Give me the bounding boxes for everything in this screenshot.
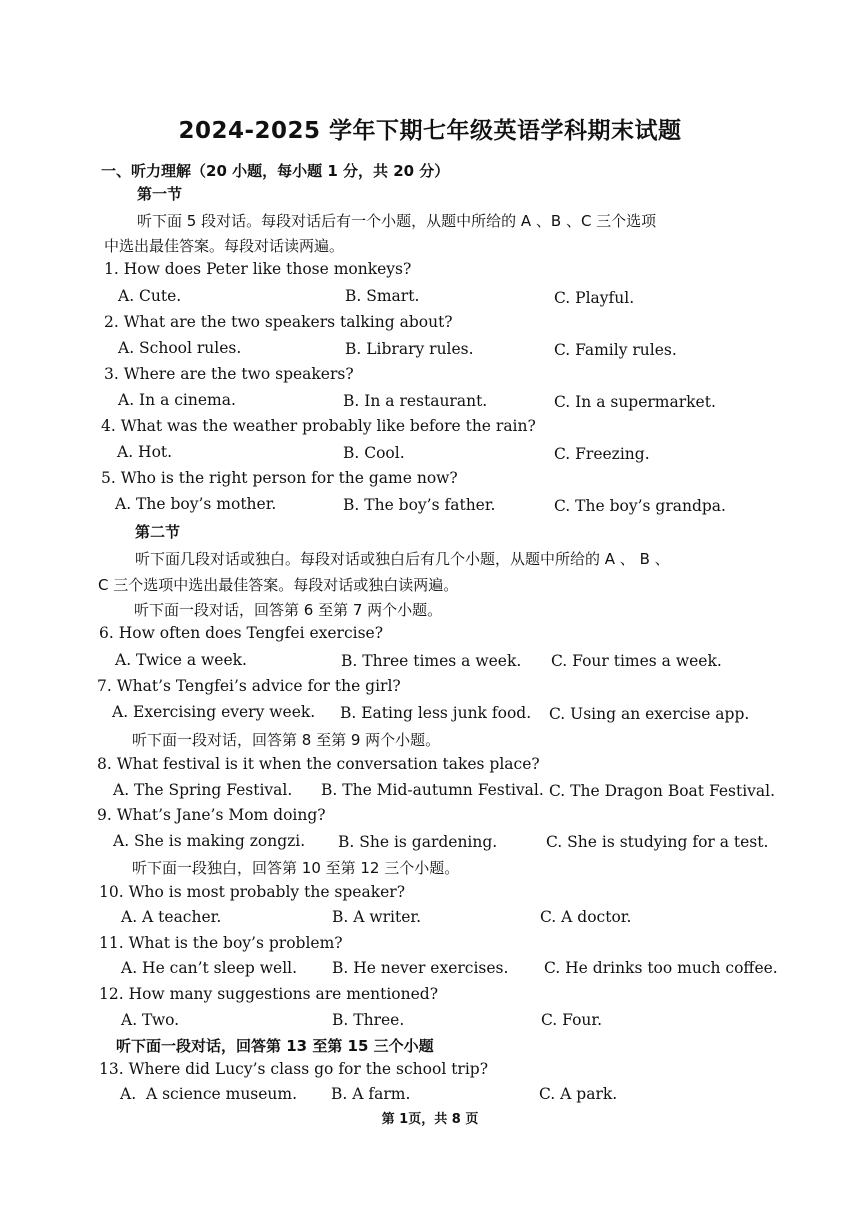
answer-option: A. Hot.	[117, 443, 173, 461]
question-text: 3. Where are the two speakers?	[104, 365, 354, 383]
answer-option: C. The boy’s grandpa.	[554, 497, 726, 515]
page-footer: 第 1页，共 8 页	[381, 1112, 479, 1127]
instruction-text: C 三个选项中选出最佳答案。每段对话或独白读两遍。	[98, 576, 459, 594]
answer-option: C. Four.	[541, 1011, 603, 1029]
instruction-text: 中选出最佳答案。每段对话读两遍。	[104, 237, 345, 255]
answer-option: B. Library rules.	[345, 340, 474, 358]
answer-option: B. A farm.	[331, 1085, 411, 1103]
question-text: 7. What’s Tengfei’s advice for the girl?	[97, 677, 401, 695]
answer-option: C. Four times a week.	[551, 652, 722, 670]
answer-option: B. Three times a week.	[341, 652, 522, 670]
listening-note: 听下面一段独白，回答第 10 至第 12 三个小题。	[132, 859, 460, 877]
answer-option: C. In a supermarket.	[554, 393, 716, 411]
exam-title: 2024-2025 学年下期七年级英语学科期末试题	[178, 118, 682, 144]
question-text: 12. How many suggestions are mentioned?	[99, 985, 439, 1003]
answer-option: A. Twice a week.	[115, 651, 247, 669]
answer-option: C. She is studying for a test.	[546, 833, 769, 851]
answer-option: B. Cool.	[343, 444, 405, 462]
answer-option: C. He drinks too much coffee.	[544, 959, 778, 977]
answer-option: C. The Dragon Boat Festival.	[549, 782, 776, 800]
answer-option: B. Three.	[332, 1011, 405, 1029]
question-text: 9. What’s Jane’s Mom doing?	[97, 806, 326, 824]
section-label: 第二节	[135, 523, 181, 541]
answer-option: B. Smart.	[345, 287, 420, 305]
part-heading: 一、听力理解（20 小题，每小题 1 分，共 20 分）	[101, 162, 450, 180]
question-text: 11. What is the boy’s problem?	[99, 934, 343, 952]
answer-option: B. He never exercises.	[332, 959, 509, 977]
answer-option: B. The boy’s father.	[343, 496, 496, 514]
answer-option: A. He can’t sleep well.	[121, 959, 298, 977]
instruction-text: 听下面 5 段对话。每段对话后有一个小题，从题中所给的 A 、B 、C 三个选项	[137, 212, 657, 230]
question-text: 6. How often does Tengfei exercise?	[99, 624, 384, 642]
question-text: 8. What festival is it when the conversation takes place?	[97, 755, 540, 773]
answer-option: C. Freezing.	[554, 445, 650, 463]
answer-option: A. Two.	[121, 1011, 180, 1029]
question-text: 13. Where did Lucy’s class go for the school trip?	[99, 1060, 489, 1078]
answer-option: B. The Mid-autumn Festival.	[321, 781, 544, 799]
section-label: 第一节	[137, 185, 183, 203]
question-text: 1. How does Peter like those monkeys?	[104, 260, 412, 278]
answer-option: A. A teacher.	[121, 908, 222, 926]
question-text: 5. Who is the right person for the game now?	[101, 469, 458, 487]
answer-option: A. The boy’s mother.	[115, 495, 277, 513]
instruction-text: 听下面几段对话或独白。每段对话或独白后有几个小题，从题中所给的 A 、 B 、	[135, 550, 670, 568]
answer-option: B. In a restaurant.	[343, 392, 488, 410]
answer-option: C. A park.	[539, 1085, 618, 1103]
answer-option: A. She is making zongzi.	[113, 832, 306, 850]
answer-option: A. In a cinema.	[118, 391, 236, 409]
answer-option: B. She is gardening.	[338, 833, 498, 851]
answer-option: A. The Spring Festival.	[113, 781, 293, 799]
answer-option: C. A doctor.	[540, 908, 632, 926]
answer-option: A. School rules.	[118, 339, 242, 357]
answer-option: B. Eating less junk food.	[340, 704, 532, 722]
listening-note: 听下面一段对话，回答第 8 至第 9 两个小题。	[132, 731, 441, 749]
answer-option: C. Using an exercise app.	[549, 705, 750, 723]
question-text: 2. What are the two speakers talking about?	[104, 313, 453, 331]
listening-note: 听下面一段对话，回答第 6 至第 7 两个小题。	[134, 601, 443, 619]
answer-option: A. Exercising every week.	[112, 703, 316, 721]
answer-option: C. Family rules.	[554, 341, 677, 359]
answer-option: A. A science museum.	[120, 1085, 298, 1103]
answer-option: B. A writer.	[332, 908, 422, 926]
question-text: 10. Who is most probably the speaker?	[99, 883, 406, 901]
answer-option: A. Cute.	[118, 287, 182, 305]
question-text: 4. What was the weather probably like before the rain?	[101, 417, 536, 435]
answer-option: C. Playful.	[554, 289, 635, 307]
listening-note: 听下面一段对话，回答第 13 至第 15 三个小题	[116, 1037, 434, 1055]
